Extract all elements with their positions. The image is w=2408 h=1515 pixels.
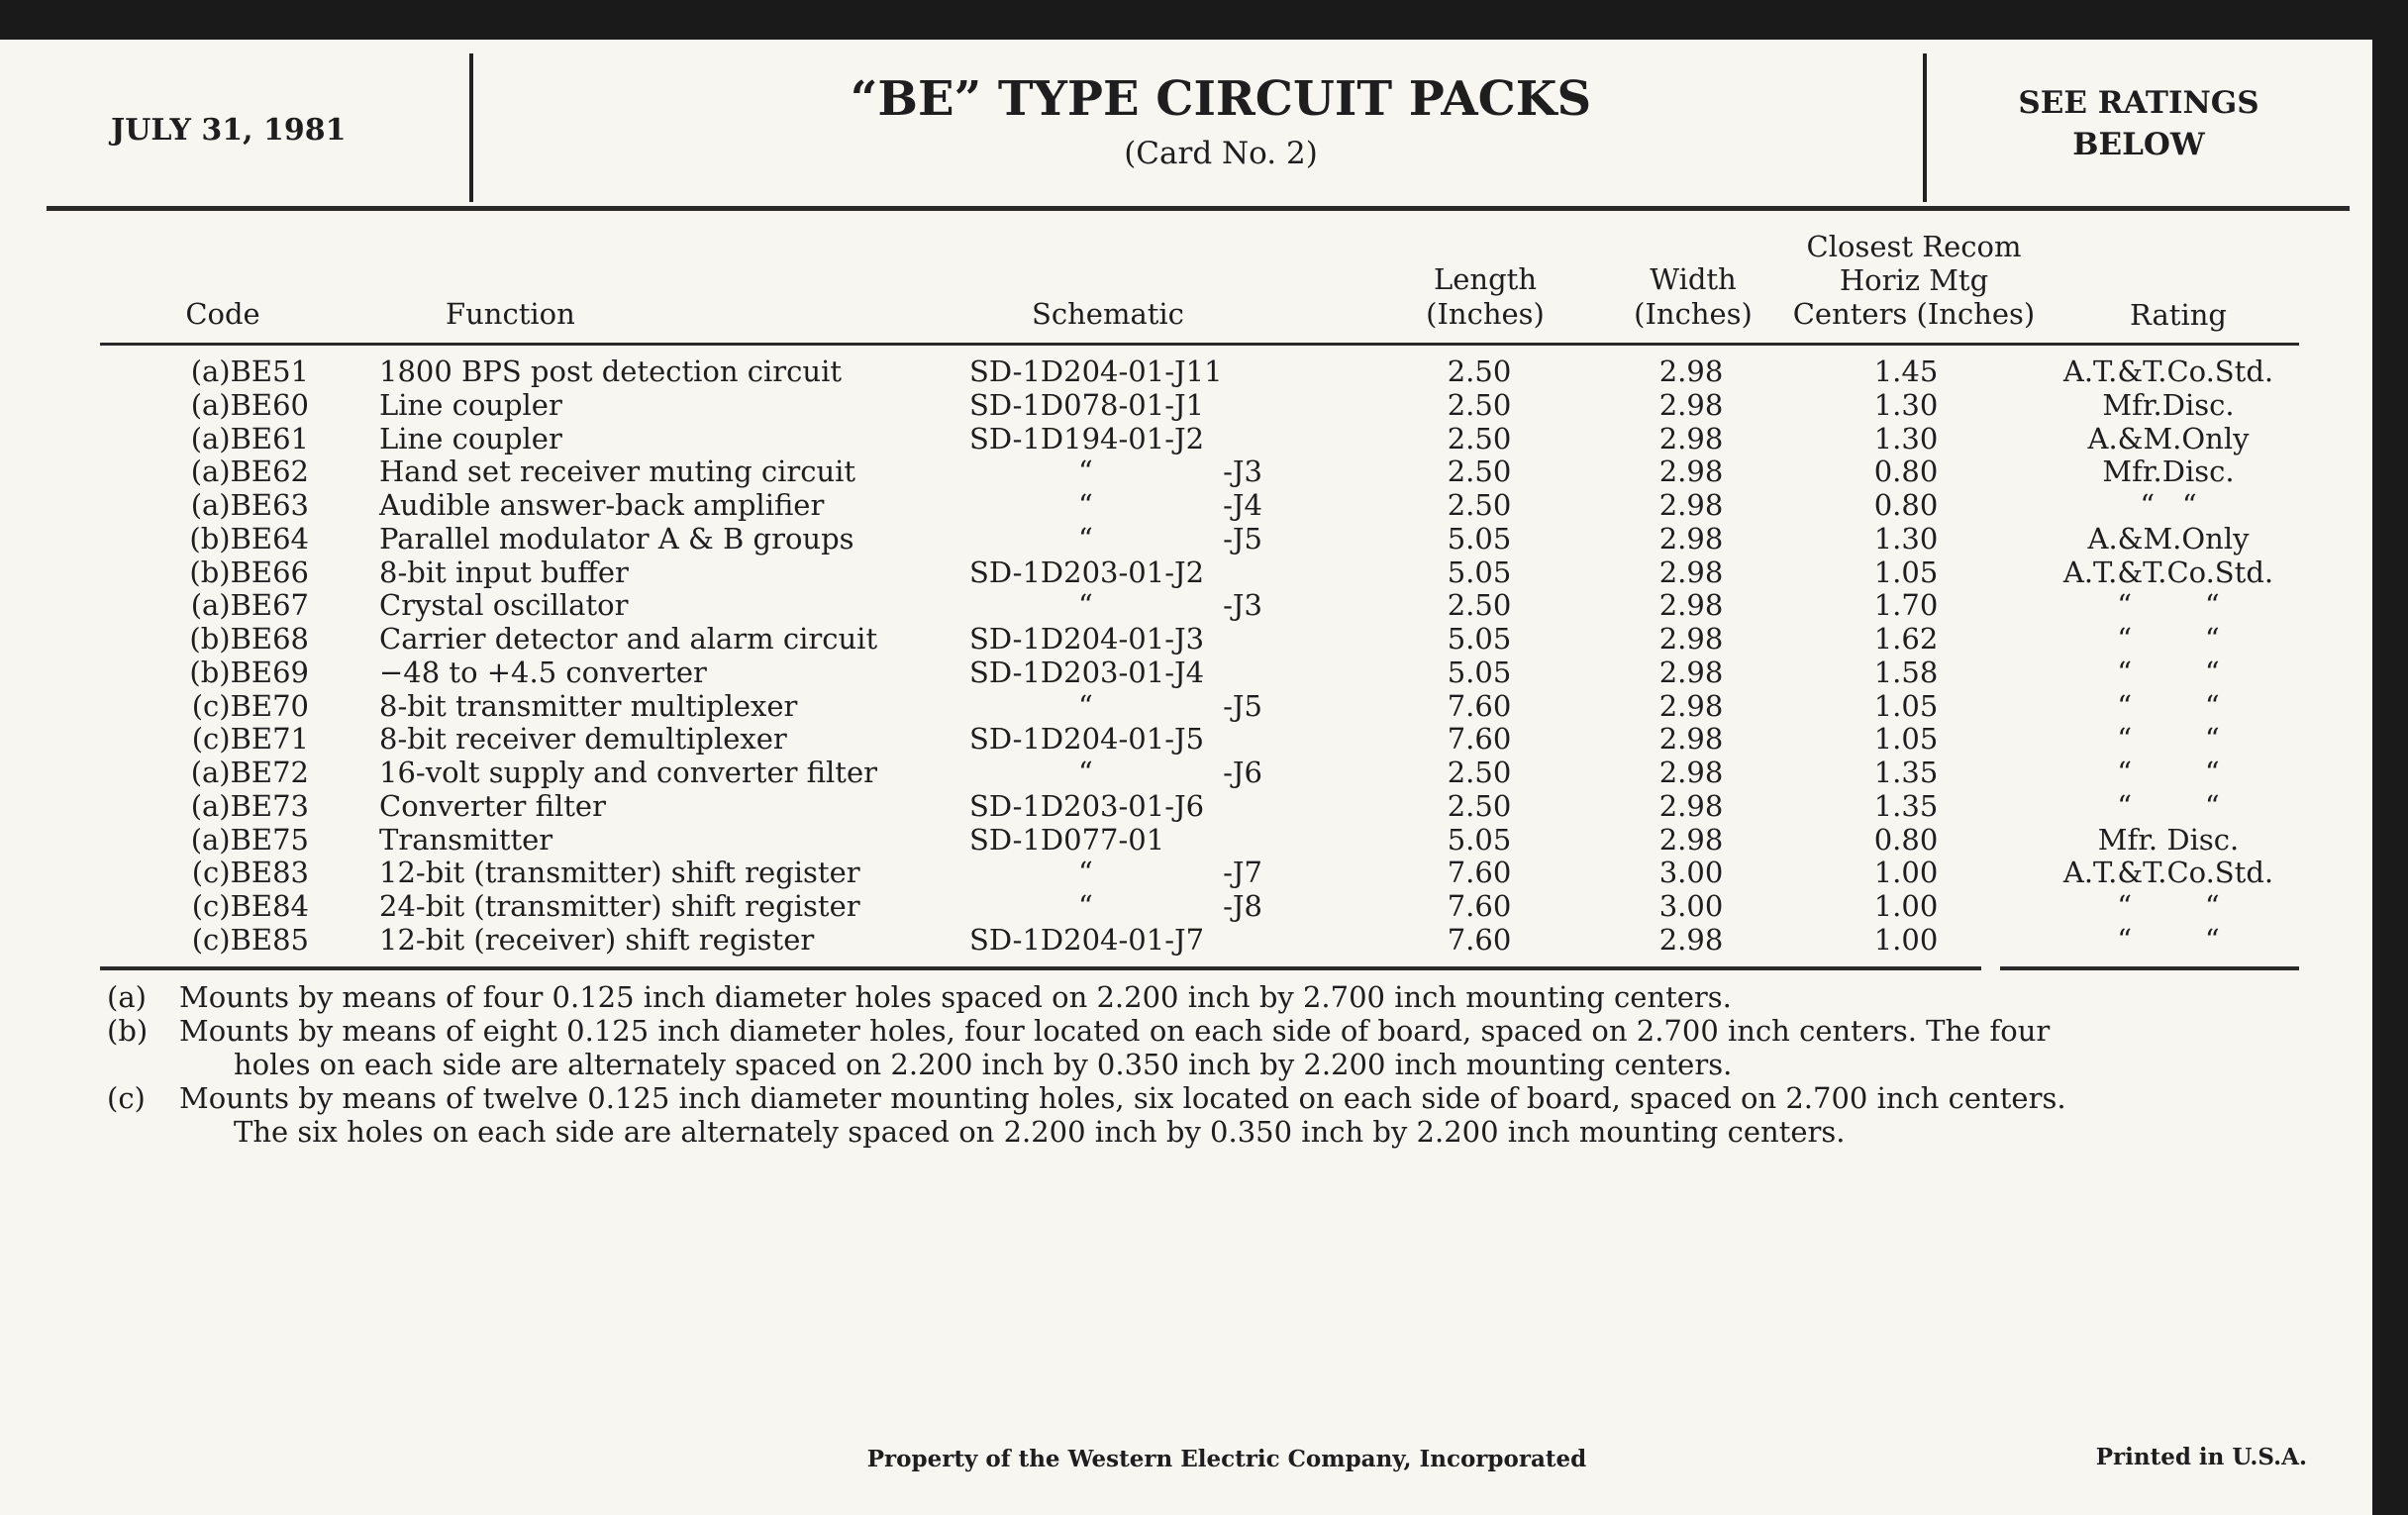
- rating-cell: A.T.&T.Co.Std.: [2062, 856, 2274, 890]
- code-cell: (c)BE84: [191, 889, 309, 923]
- width-cell: 2.98: [1658, 588, 1724, 623]
- table-row: [0, 354, 2372, 388]
- width-cell: 2.98: [1658, 788, 1724, 823]
- table-row: [0, 556, 2372, 589]
- centers-cell: 1.05: [1873, 555, 1939, 589]
- footnote-text: The six holes on each side are alternately spaced on 2.200 inch by 0.350 inch by 2.200 inch mounting centers.: [234, 1115, 1846, 1149]
- schematic-suffix: -J6: [1223, 756, 1262, 789]
- rating-cell: “ “: [2117, 922, 2220, 957]
- function-cell: Parallel modulator A & B groups: [379, 521, 854, 556]
- function-cell: Carrier detector and alarm circuit: [379, 622, 878, 656]
- ditto-mark: “: [1078, 488, 1093, 522]
- centers-cell: 1.30: [1873, 521, 1939, 556]
- schematic-cell: SD-1D077-01: [969, 822, 1165, 857]
- length-cell: 7.60: [1447, 688, 1512, 723]
- centers-cell: 1.35: [1873, 788, 1939, 823]
- length-cell: 2.50: [1447, 488, 1512, 522]
- width-cell: 2.98: [1658, 354, 1724, 388]
- ditto-mark: “: [1078, 856, 1093, 890]
- function-cell: Line coupler: [379, 387, 562, 422]
- schematic-cell: SD-1D078-01-J1: [969, 387, 1205, 422]
- centers-cell: 1.58: [1873, 655, 1939, 689]
- table-row: [0, 454, 2372, 488]
- rating-cell: “ “: [2117, 722, 2220, 757]
- code-cell: (a)BE75: [190, 822, 309, 857]
- length-cell: 5.05: [1447, 555, 1512, 589]
- table-row: [0, 656, 2372, 689]
- centers-cell: 1.30: [1873, 387, 1939, 422]
- table-row: [0, 422, 2372, 455]
- width-cell: 2.98: [1658, 387, 1724, 422]
- footnote-mark: (c): [107, 1081, 146, 1115]
- function-cell: 1800 BPS post detection circuit: [379, 354, 843, 388]
- schematic-cell: SD-1D204-01-J5: [969, 722, 1205, 757]
- table-bottom-rule-right: [2000, 966, 2299, 970]
- centers-cell: 1.00: [1873, 856, 1939, 890]
- centers-cell: 1.00: [1873, 889, 1939, 923]
- centers-cell: 0.80: [1873, 822, 1939, 857]
- table-row: [0, 923, 2372, 957]
- col-header-rating: Rating: [2130, 298, 2227, 332]
- footnote-text: Mounts by means of eight 0.125 inch diameter holes, four located on each side of board, spaced on 2.700 inch centers. The four: [179, 1014, 2051, 1048]
- code-cell: (a)BE73: [190, 788, 309, 823]
- centers-cell: 1.00: [1873, 922, 1939, 957]
- col-header-function: Function: [446, 297, 575, 331]
- length-cell: 7.60: [1447, 889, 1512, 923]
- table-row: [0, 756, 2372, 789]
- col-header-centers: Closest Recom: [1806, 230, 2022, 263]
- ratings-note-line1: SEE RATINGS: [2018, 85, 2259, 121]
- ditto-mark: “: [1078, 756, 1093, 789]
- code-cell: (a)BE51: [190, 354, 309, 388]
- col-header-width: Width: [1650, 262, 1737, 296]
- function-cell: Hand set receiver muting circuit: [379, 454, 856, 489]
- width-cell: 2.98: [1658, 521, 1724, 556]
- function-cell: 24-bit (transmitter) shift register: [379, 889, 860, 923]
- card-subtitle: (Card No. 2): [1124, 136, 1318, 171]
- centers-cell: 0.80: [1873, 488, 1939, 522]
- centers-cell: 1.45: [1873, 354, 1939, 388]
- col-header-width-unit: (Inches): [1634, 297, 1753, 331]
- table-row: [0, 588, 2372, 622]
- ditto-mark: “: [1078, 889, 1093, 923]
- length-cell: 5.05: [1447, 655, 1512, 689]
- footnote-text: holes on each side are alternately spaced on 2.200 inch by 0.350 inch by 2.200 inch mounting centers.: [234, 1048, 1733, 1081]
- length-cell: 7.60: [1447, 856, 1512, 890]
- schematic-cell: SD-1D203-01-J4: [969, 655, 1205, 689]
- length-cell: 7.60: [1447, 922, 1512, 957]
- width-cell: 2.98: [1658, 622, 1724, 656]
- col-header-schematic: Schematic: [1032, 297, 1184, 331]
- length-cell: 5.05: [1447, 521, 1512, 556]
- rating-cell: “ “: [2140, 488, 2197, 522]
- col-header-length: Length: [1434, 262, 1537, 296]
- schematic-cell: SD-1D204-01-J3: [969, 622, 1205, 656]
- col-header-centers-3: Centers (Inches): [1792, 297, 2036, 331]
- ditto-mark: “: [1078, 688, 1093, 723]
- rating-cell: “ “: [2117, 622, 2220, 656]
- table-row: [0, 689, 2372, 723]
- rating-cell: “ “: [2117, 588, 2220, 623]
- centers-cell: 1.70: [1873, 588, 1939, 623]
- length-cell: 2.50: [1447, 354, 1512, 388]
- length-cell: 2.50: [1447, 588, 1512, 623]
- column-header-rule: [100, 343, 2299, 346]
- function-cell: 12-bit (receiver) shift register: [379, 922, 815, 957]
- code-cell: (a)BE67: [190, 588, 309, 623]
- length-cell: 5.05: [1447, 622, 1512, 656]
- length-cell: 2.50: [1447, 387, 1512, 422]
- schematic-suffix: -J3: [1223, 454, 1262, 489]
- header-rule: [47, 206, 2350, 211]
- width-cell: 2.98: [1658, 688, 1724, 723]
- footnote-mark: (a): [107, 980, 147, 1014]
- schematic-suffix: -J3: [1223, 588, 1262, 623]
- table-bottom-rule: [100, 966, 1981, 970]
- width-cell: 2.98: [1658, 488, 1724, 522]
- col-header-centers-2: Horiz Mtg: [1839, 263, 1989, 297]
- centers-cell: 1.62: [1873, 622, 1939, 656]
- card-date: JULY 31, 1981: [111, 113, 347, 148]
- code-cell: (c)BE71: [191, 722, 309, 757]
- schematic-suffix: -J4: [1223, 488, 1262, 522]
- schematic-suffix: -J7: [1223, 856, 1262, 890]
- ditto-mark: “: [1078, 521, 1093, 556]
- table-row: [0, 722, 2372, 756]
- rating-cell: “ “: [2117, 889, 2220, 923]
- schematic-cell: SD-1D203-01-J2: [969, 555, 1205, 589]
- schematic-suffix: -J5: [1223, 688, 1262, 723]
- rating-cell: “ “: [2117, 756, 2220, 789]
- function-cell: Line coupler: [379, 421, 562, 455]
- width-cell: 2.98: [1658, 922, 1724, 957]
- width-cell: 2.98: [1658, 655, 1724, 689]
- function-cell: Crystal oscillator: [379, 588, 629, 623]
- rating-cell: Mfr. Disc.: [2097, 822, 2240, 857]
- length-cell: 2.50: [1447, 788, 1512, 823]
- rating-cell: A.T.&T.Co.Std.: [2062, 555, 2274, 589]
- rating-cell: Mfr.Disc.: [2102, 387, 2235, 422]
- width-cell: 2.98: [1658, 756, 1724, 789]
- function-cell: 12-bit (transmitter) shift register: [379, 856, 860, 890]
- schematic-cell: SD-1D194-01-J2: [969, 421, 1205, 455]
- width-cell: 2.98: [1658, 421, 1724, 455]
- footer-printed: Printed in U.S.A.: [2095, 1444, 2307, 1470]
- code-cell: (b)BE68: [189, 622, 309, 656]
- function-cell: Converter filter: [379, 788, 606, 823]
- table-row: [0, 856, 2372, 889]
- code-cell: (a)BE72: [190, 756, 309, 789]
- length-cell: 5.05: [1447, 822, 1512, 857]
- schematic-suffix: -J8: [1223, 889, 1262, 923]
- footnote-text: Mounts by means of twelve 0.125 inch diameter mounting holes, six located on each side of board, spaced on 2.700 inch centers.: [179, 1081, 2066, 1115]
- length-cell: 2.50: [1447, 756, 1512, 789]
- function-cell: Audible answer-back amplifier: [379, 488, 825, 522]
- rating-cell: A.T.&T.Co.Std.: [2062, 354, 2274, 388]
- function-cell: 8-bit receiver demultiplexer: [379, 722, 787, 757]
- function-cell: Transmitter: [379, 822, 553, 857]
- schematic-cell: SD-1D204-01-J11: [969, 354, 1223, 388]
- code-cell: (b)BE66: [189, 555, 309, 589]
- table-row: [0, 622, 2372, 656]
- table-row: [0, 823, 2372, 857]
- card-title: “BE” TYPE CIRCUIT PACKS: [850, 71, 1592, 127]
- code-cell: (c)BE70: [191, 688, 309, 723]
- function-cell: −48 to +4.5 converter: [379, 655, 707, 689]
- col-header-length-unit: (Inches): [1426, 297, 1545, 331]
- code-cell: (c)BE83: [191, 856, 309, 890]
- length-cell: 2.50: [1447, 421, 1512, 455]
- rating-cell: “ “: [2117, 688, 2220, 723]
- table-row: [0, 889, 2372, 923]
- function-cell: 16-volt supply and converter filter: [379, 756, 877, 789]
- table-row: [0, 522, 2372, 556]
- centers-cell: 1.35: [1873, 756, 1939, 789]
- code-cell: (a)BE63: [190, 488, 309, 522]
- footer-property: Property of the Western Electric Company, Incorporated: [866, 1446, 1587, 1472]
- width-cell: 2.98: [1658, 822, 1724, 857]
- ditto-mark: “: [1078, 454, 1093, 489]
- centers-cell: 1.05: [1873, 688, 1939, 723]
- width-cell: 3.00: [1658, 856, 1724, 890]
- centers-cell: 1.30: [1873, 421, 1939, 455]
- width-cell: 3.00: [1658, 889, 1724, 923]
- centers-cell: 0.80: [1873, 454, 1939, 489]
- width-cell: 2.98: [1658, 722, 1724, 757]
- schematic-cell: SD-1D203-01-J6: [969, 788, 1205, 823]
- rating-cell: Mfr.Disc.: [2102, 454, 2235, 489]
- code-cell: (b)BE69: [189, 655, 309, 689]
- function-cell: 8-bit transmitter multiplexer: [379, 688, 798, 723]
- table-row: [0, 388, 2372, 422]
- col-header-code: Code: [185, 297, 260, 331]
- code-cell: (a)BE60: [190, 387, 309, 422]
- table-row: [0, 789, 2372, 823]
- rating-cell: A.&M.Only: [2087, 421, 2250, 455]
- footnote-text: Mounts by means of four 0.125 inch diameter holes spaced on 2.200 inch by 2.700 inch mounting centers.: [179, 980, 1732, 1014]
- width-cell: 2.98: [1658, 555, 1724, 589]
- length-cell: 2.50: [1447, 454, 1512, 489]
- ditto-mark: “: [1078, 588, 1093, 623]
- table-row: [0, 488, 2372, 522]
- rating-cell: A.&M.Only: [2087, 521, 2250, 556]
- code-cell: (a)BE61: [190, 421, 309, 455]
- schematic-suffix: -J5: [1223, 521, 1262, 556]
- rating-cell: “ “: [2117, 788, 2220, 823]
- schematic-cell: SD-1D204-01-J7: [969, 922, 1205, 957]
- centers-cell: 1.05: [1873, 722, 1939, 757]
- code-cell: (c)BE85: [191, 922, 309, 957]
- code-cell: (a)BE62: [190, 454, 309, 489]
- function-cell: 8-bit input buffer: [379, 555, 629, 589]
- code-cell: (b)BE64: [189, 521, 309, 556]
- length-cell: 7.60: [1447, 722, 1512, 757]
- rating-cell: “ “: [2117, 655, 2220, 689]
- width-cell: 2.98: [1658, 454, 1724, 489]
- footnote-mark: (b): [107, 1014, 149, 1048]
- ratings-note-line2: BELOW: [2072, 127, 2205, 162]
- header-divider-right: [1923, 53, 1927, 202]
